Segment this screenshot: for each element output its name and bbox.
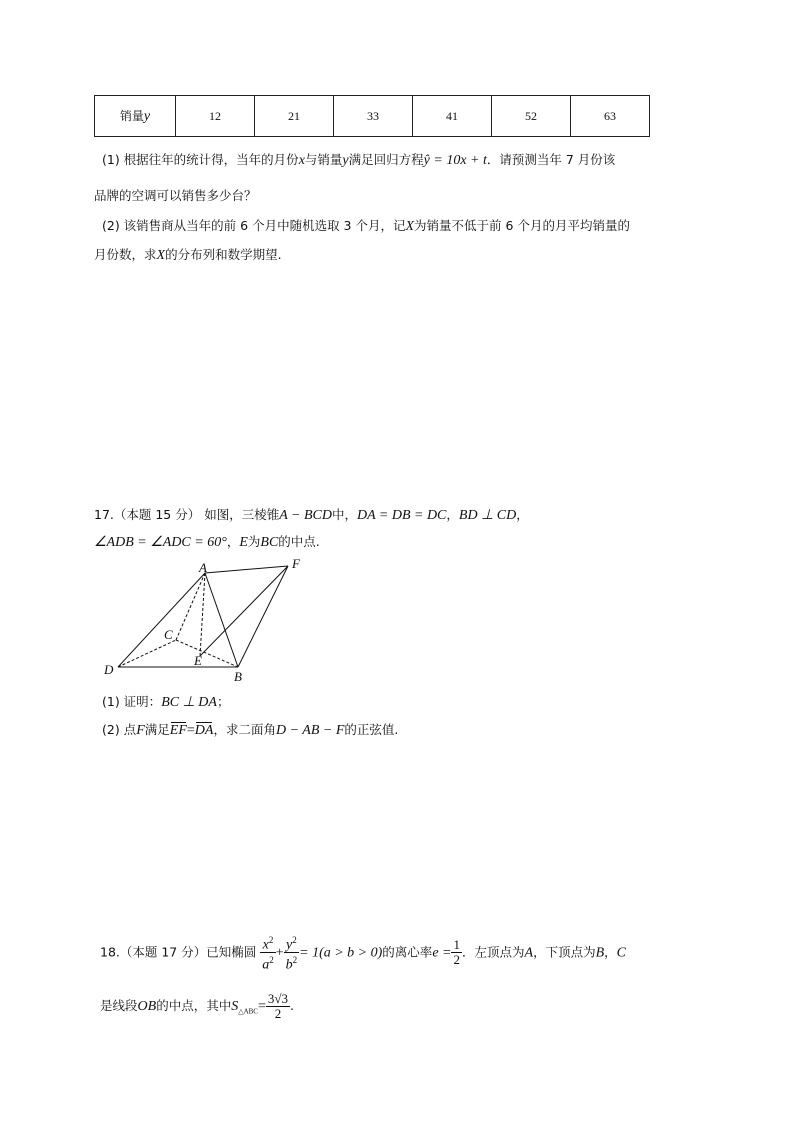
sales-table [94,95,650,137]
label-C: C [164,627,173,642]
q16-part1-line1: (1) 根据往年的统计得，当年的月份x与销量y满足回归方程ŷ = 10x + t．请预测当年 7 月份该 [102,152,616,168]
label-D: D [104,662,114,677]
fraction-x2-a2: $\frac{x^2}{a^2}$ [262,935,274,973]
q17-heading: 17.（本题 15 分） 如图，三棱锥A − BCD中，DA = DB = DC，BD ⊥ CD， [94,507,529,523]
table-cell: 41 [413,96,492,137]
edge-CB [176,640,238,667]
edge-AB [205,573,238,667]
edge-FB [238,566,288,667]
label-E: E [194,653,202,668]
label-F: F [292,558,300,571]
fraction-area: $\frac{3√3}{2}$ [267,991,289,1021]
fraction-e: $\frac{1}{2}$ [453,937,460,968]
tetrahedron-figure [100,558,320,688]
label-A: A [199,560,207,575]
table-row [95,96,650,137]
q16-part2-line1: (2) 该销售商从当年的前 6 个月中随机选取 3 个月，记X为销量不低于前 6 个月的月平均销量的 [102,218,630,234]
table-cell: 33 [334,96,413,137]
table-header-cell: 销量y [95,96,176,137]
label-B: B [234,669,242,684]
edge-FE [200,566,288,656]
q17-sub1: (1) 证明：BC ⊥ DA； [102,694,230,710]
q16-part1-line2: 品牌的空调可以销售多少台？ [94,188,257,203]
edge-AF [205,566,288,573]
table-cell: 21 [255,96,334,137]
q18-line2: 是线段OB的中点，其中$S_{\triangle ABC}=$ $\frac{3√3}{2}$ . [100,991,295,1021]
q17-sub2: (2) 点F满足EF=DA，求二面角D − AB − F的正弦值. [102,722,399,738]
q16-part2-line2: 月份数，求X的分布列和数学期望. [94,247,282,263]
edge-CA [176,573,205,640]
table-cell: 63 [571,96,650,137]
table-cell: 52 [492,96,571,137]
edge-DA [118,573,205,667]
edge-DC [118,640,176,667]
fraction-y2-b2: $\frac{y^2}{b^2}$ [285,935,298,973]
q17-line2: ∠ADB = ∠ADC = 60°，E为BC的中点. [94,534,320,550]
table-cell: 12 [176,96,255,137]
edge-AE [200,573,205,656]
q18-heading: 18.（本题 17 分）已知椭圆 $\frac{x^2}{a^2}$ + $\frac{y^2}{b^2}$ = 1(a > b > 0)的离心率e = $\frac{1}{2}$ ．左顶点为A，下顶点为B，C [100,935,626,973]
